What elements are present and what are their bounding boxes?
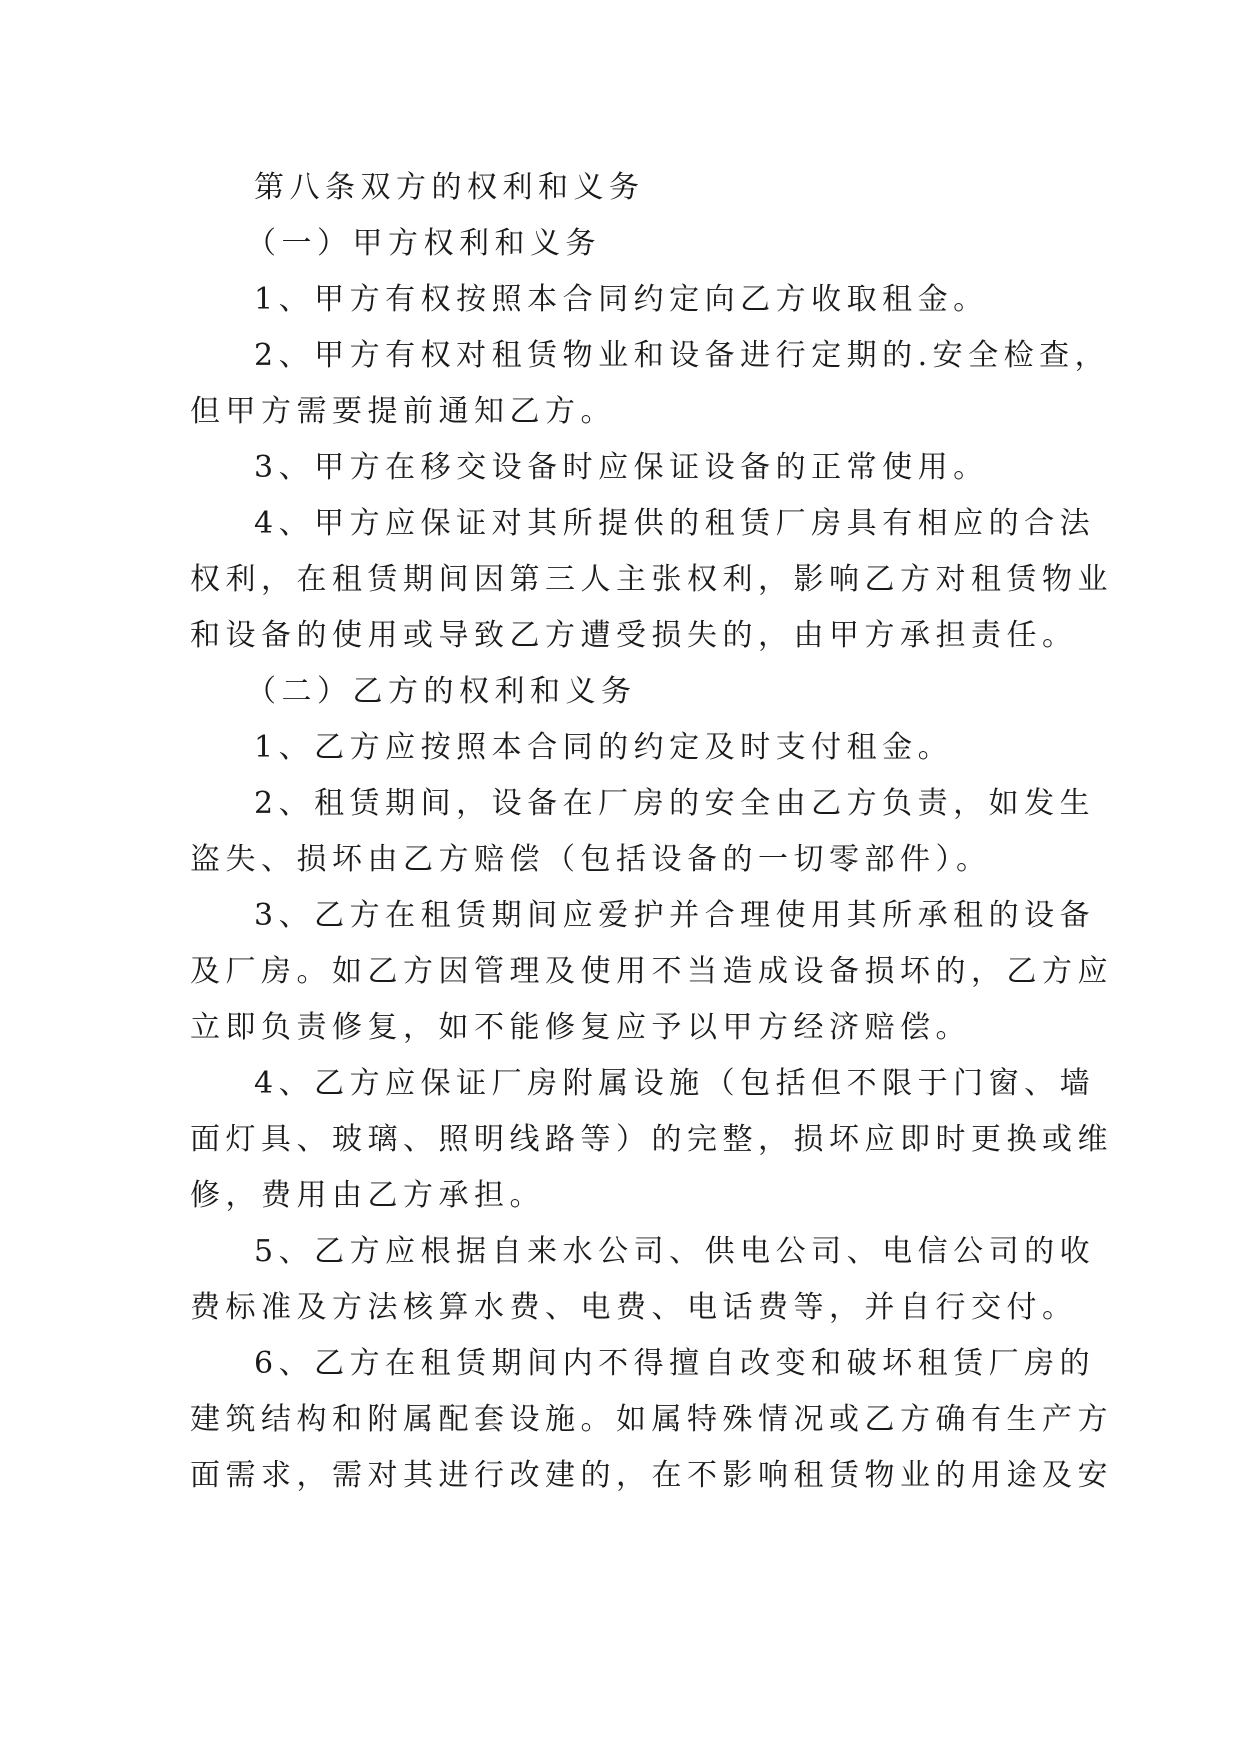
section-a-item-3-line-1: 3、甲方在移交设备时应保证设备的正常使用。 — [254, 450, 989, 485]
section-b-title: （二）乙方的权利和义务 — [246, 674, 637, 709]
section-a-title: （一）甲方权利和义务 — [246, 226, 601, 261]
section-a-item-4-line-2: 权利，在租赁期间因第三人主张权利，影响乙方对租赁物业 — [190, 562, 1113, 597]
section-b-item-5-line-1: 5、乙方应根据自来水公司、供电公司、电信公司的收 — [254, 1234, 1096, 1269]
section-a-item-2-line-2: 但甲方需要提前通知乙方。 — [190, 394, 616, 429]
section-b-item-6-line-3: 面需求，需对其进行改建的，在不影响租赁物业的用途及安 — [190, 1458, 1113, 1493]
section-b-item-3-line-3: 立即负责修复，如不能修复应予以甲方经济赔偿。 — [190, 1010, 971, 1045]
section-b-item-6-line-1: 6、乙方在租赁期间内不得擅自改变和破坏租赁厂房的 — [254, 1346, 1096, 1381]
section-b-item-1-line-1: 1、乙方应按照本合同的约定及时支付租金。 — [254, 730, 954, 765]
section-a-item-2-line-1: 2、甲方有权对租赁物业和设备进行定期的.安全检查， — [254, 338, 1111, 373]
section-b-item-4-line-2: 面灯具、玻璃、照明线路等）的完整，损坏应即时更换或维 — [190, 1122, 1113, 1157]
section-b-item-2-line-2: 盗失、损坏由乙方赔偿（包括设备的一切零部件）。 — [190, 842, 992, 877]
section-a-item-4-line-3: 和设备的使用或导致乙方遭受损失的，由甲方承担责任。 — [190, 618, 1078, 653]
section-b-item-4-line-3: 修，费用由乙方承担。 — [190, 1178, 545, 1213]
section-b-item-2-line-1: 2、租赁期间，设备在厂房的安全由乙方负责，如发生 — [254, 786, 1096, 821]
section-b-item-4-line-1: 4、乙方应保证厂房附属设施（包括但不限于门窗、墙 — [254, 1066, 1096, 1101]
section-b-item-3-line-2: 及厂房。如乙方因管理及使用不当造成设备损坏的，乙方应 — [190, 954, 1113, 989]
section-b-item-5-line-2: 费标准及方法核算水费、电费、电话费等，并自行交付。 — [190, 1290, 1078, 1325]
section-a-item-1-line-1: 1、甲方有权按照本合同约定向乙方收取租金。 — [254, 282, 989, 317]
section-b-item-6-line-2: 建筑结构和附属配套设施。如属特殊情况或乙方确有生产方 — [190, 1402, 1113, 1437]
document-body — [190, 160, 1113, 1504]
article-heading: 第八条双方的权利和义务 — [254, 170, 645, 205]
section-b-item-3-line-1: 3、乙方在租赁期间应爱护并合理使用其所承租的设备 — [254, 898, 1096, 933]
section-a-item-4-line-1: 4、甲方应保证对其所提供的租赁厂房具有相应的合法 — [254, 506, 1096, 541]
